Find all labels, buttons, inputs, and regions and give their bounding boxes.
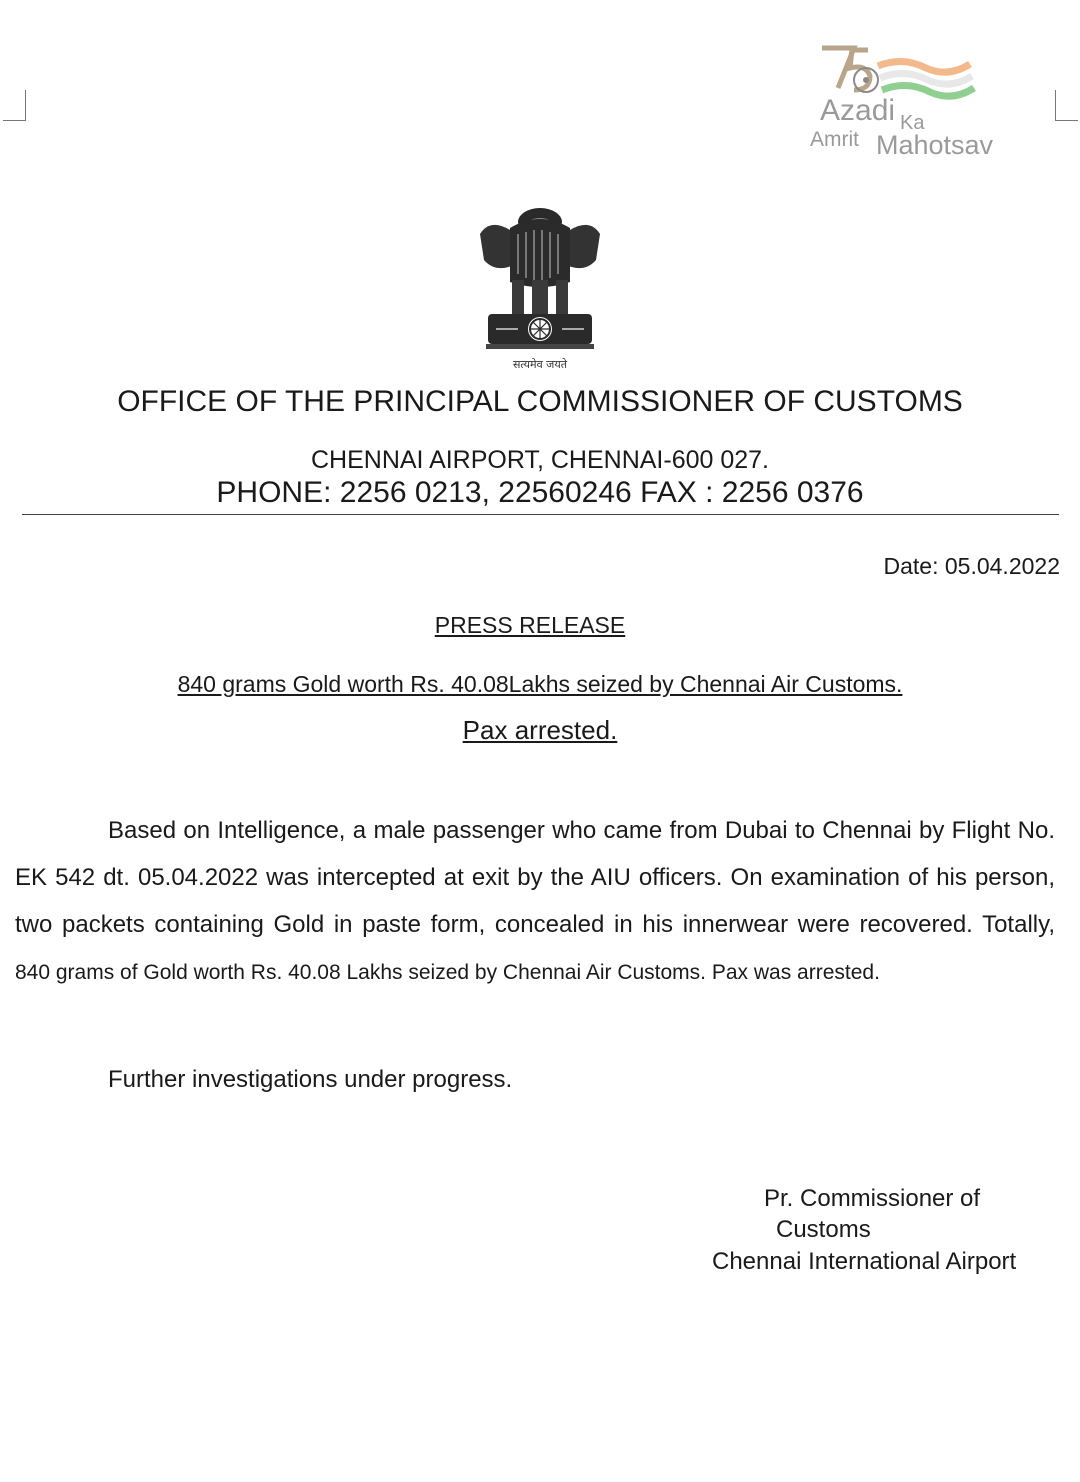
national-emblem xyxy=(466,204,614,376)
office-address: CHENNAI AIRPORT, CHENNAI-600 027. xyxy=(310,446,770,474)
body-paragraph xyxy=(15,807,1055,996)
logo-azadi-text: Azadi xyxy=(820,94,896,127)
office-phone-fax: PHONE: 2256 0213, 22560246 FAX : 2256 0376 xyxy=(216,476,864,509)
further-investigations: Further investigations under progress. xyxy=(108,1066,513,1093)
lion-capital-icon xyxy=(466,204,614,356)
signature-line-3: Chennai International Airport xyxy=(712,1248,1017,1275)
logo-amrit-text: Amrit xyxy=(810,128,859,151)
emblem-motto: सत्यमेव जयते xyxy=(512,358,567,371)
office-title: OFFICE OF THE PRINCIPAL COMMISSIONER OF CUSTOMS xyxy=(117,385,963,418)
body-paragraph-main: Based on Intelligence, a male passenger who came from Dubai to Chennai by Flight No. EK 542 dt. 05.04.2022 was intercepted at exit by the AIU officers. On examination of his person, two packets containing Gold in paste form, concealed in his innerwear were recovered. Totally, xyxy=(15,817,1055,938)
logo-mahotsav-text: Mahotsav xyxy=(876,130,994,160)
header-divider xyxy=(22,514,1059,515)
headline: 840 grams Gold worth Rs. 40.08Lakhs seized by Chennai Air Customs. xyxy=(177,671,903,697)
crop-mark-left xyxy=(3,90,26,121)
press-release-title: PRESS RELEASE xyxy=(434,612,626,638)
azadi-ka-amrit-mahotsav-logo xyxy=(808,40,1018,165)
signature-line-2: Customs xyxy=(776,1216,871,1243)
body-paragraph-tail: 840 grams of Gold worth Rs. 40.08 Lakhs seized by Chennai Air Customs. Pax was arrested. xyxy=(15,961,880,984)
crop-mark-right xyxy=(1055,90,1078,121)
signature-line-1: Pr. Commissioner of xyxy=(764,1185,981,1212)
logo-ka-text: Ka xyxy=(900,112,925,134)
release-date: Date: 05.04.2022 xyxy=(883,553,1060,579)
sub-headline: Pax arrested. xyxy=(462,715,618,745)
